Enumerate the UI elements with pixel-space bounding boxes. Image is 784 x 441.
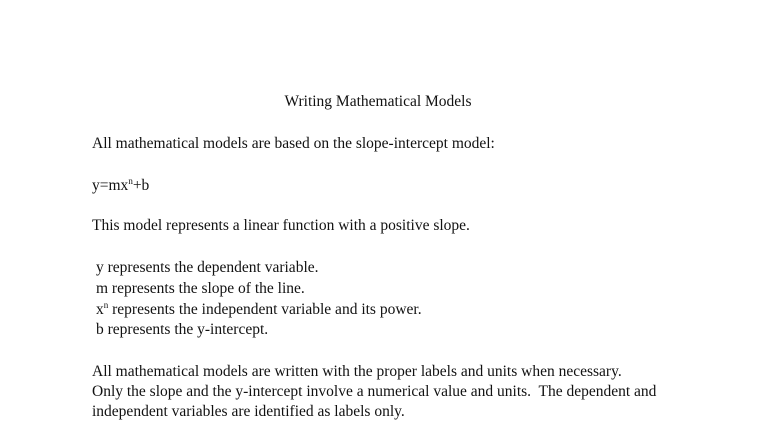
closing-line-2: Only the slope and the y-intercept involve a numerical value and units. The dependent and bbox=[92, 383, 657, 400]
definition-y: y represents the dependent variable. bbox=[96, 259, 319, 276]
definition-x-exponent: n bbox=[103, 300, 109, 310]
linear-note: This model represents a linear function with a positive slope. bbox=[92, 217, 470, 234]
definition-m: m represents the slope of the line. bbox=[96, 280, 305, 297]
definition-x bbox=[96, 300, 422, 320]
equation-base: y=mx bbox=[92, 177, 129, 194]
equation-constant: +b bbox=[132, 177, 150, 194]
document-title: Writing Mathematical Models bbox=[284, 93, 472, 110]
definition-x-base: x bbox=[96, 301, 104, 318]
definition-x-text: represents the independent variable and its power. bbox=[108, 301, 422, 318]
definition-b: b represents the y-intercept. bbox=[96, 321, 269, 338]
slope-intercept-equation bbox=[92, 176, 149, 196]
closing-line-3: independent variables are identified as labels only. bbox=[92, 403, 405, 420]
closing-line-1: All mathematical models are written with the proper labels and units when necessary. bbox=[92, 363, 622, 380]
equation-exponent: n bbox=[128, 176, 133, 186]
intro-text: All mathematical models are based on the slope-intercept model: bbox=[92, 135, 495, 152]
